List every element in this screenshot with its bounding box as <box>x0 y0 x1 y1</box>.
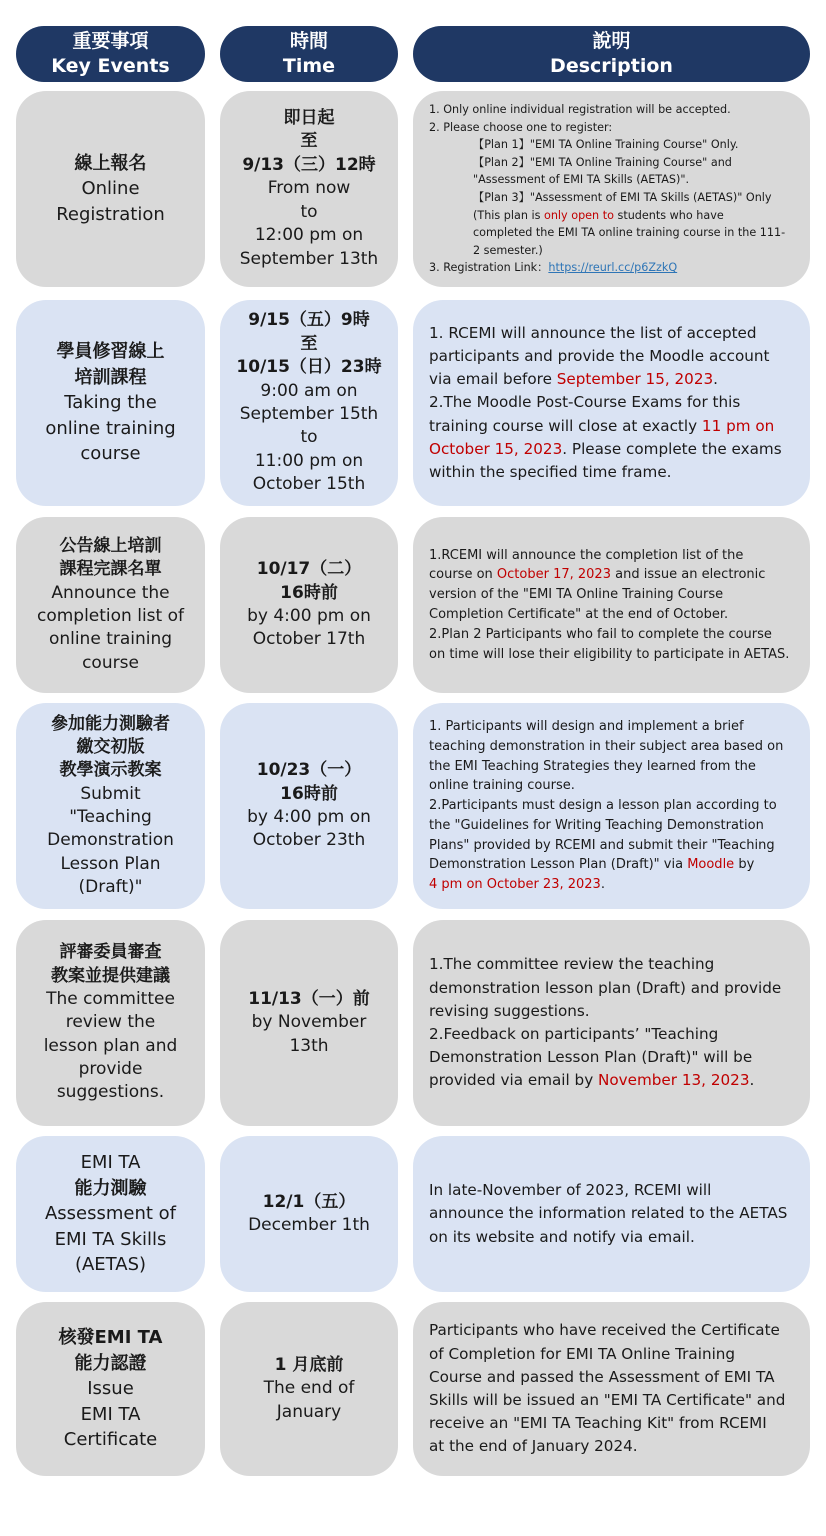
time-line: 9/13（三）12時 <box>242 154 376 175</box>
time-line: 10/17（二） <box>256 559 362 580</box>
time-line: 至 <box>300 333 318 354</box>
description-line <box>429 207 724 225</box>
time-line: 即日起 <box>283 108 335 129</box>
description-line <box>429 259 677 277</box>
description-line <box>429 368 718 391</box>
description-text: by <box>734 857 755 873</box>
event-line: 線上報名 <box>74 152 147 174</box>
description-line: 2. Please choose one to register: <box>429 120 613 134</box>
description-line: the "Guidelines for Writing Teaching Demonstration <box>429 817 764 833</box>
time-line: 12/1（五） <box>262 1191 356 1212</box>
description-line: completed the EMI TA online training course in the 111- <box>473 226 786 240</box>
header-time <box>220 26 398 82</box>
description-text: via email before <box>429 370 557 389</box>
event-line: Submit <box>80 783 141 804</box>
time-line: December 1th <box>248 1215 370 1235</box>
description-line <box>429 855 754 875</box>
time-line: to <box>300 427 318 448</box>
description-text: . <box>749 1071 755 1090</box>
description-cell-training-course <box>413 300 810 506</box>
highlight-text: September 15, 2023 <box>556 370 714 389</box>
event-line: "Teaching <box>69 807 152 827</box>
header-description <box>413 26 810 82</box>
description-cell-committee-review <box>413 920 810 1126</box>
header-time-zh: 時間 <box>289 30 328 52</box>
time-line: 10/15（日）23時 <box>236 357 382 378</box>
description-line: participants and provide the Moodle account <box>429 346 770 365</box>
event-line: Registration <box>56 203 165 225</box>
time-line: September 15th <box>239 404 379 424</box>
description-line: 2.Feedback on participants’ "Teaching <box>429 1025 719 1043</box>
description-text: . <box>600 877 605 893</box>
time-line: 11:00 pm on <box>254 450 364 471</box>
description-text: (This plan is <box>473 208 544 222</box>
description-cell-submit-lesson-plan <box>413 703 810 909</box>
event-line: Assessment of <box>44 1203 177 1225</box>
event-line: Online <box>81 178 140 200</box>
description-text: provided via email by <box>429 1071 599 1090</box>
description-line <box>429 415 774 438</box>
time-line: 16時前 <box>280 582 338 603</box>
description-text: course on <box>429 567 497 583</box>
event-line: 學員修習線上 <box>56 341 165 363</box>
time-line: 9/15（五）9時 <box>248 310 370 331</box>
time-cell-aetas <box>220 1136 398 1292</box>
time-line: October 15th <box>252 474 366 495</box>
time-cell-issue-certificate <box>220 1302 398 1476</box>
description-line <box>429 875 605 895</box>
highlight-text: 4 pm on October 23, 2023 <box>429 877 601 893</box>
event-line: EMI TA Skills <box>54 1228 167 1250</box>
event-line: EMI TA <box>80 1403 141 1425</box>
event-line: 核發EMI TA <box>58 1327 163 1349</box>
highlight-text: 11 pm on <box>701 416 775 435</box>
time-line: October 23th <box>252 830 366 851</box>
description-line: 1.RCEMI will announce the completion list of the <box>429 547 744 563</box>
event-line: lesson plan and <box>43 1035 178 1056</box>
event-cell-completion-list <box>16 517 205 693</box>
header-description-en: Description <box>550 55 673 77</box>
description-line: 【Plan 1】"EMI TA Online Training Course" Only. <box>473 138 739 152</box>
description-line: receive an "EMI TA Teaching Kit" from RCEMI <box>429 1414 767 1433</box>
description-cell-completion-list <box>413 517 810 693</box>
description-line: 1. Participants will design and implement a brief <box>429 718 744 734</box>
header-events-zh: 重要事項 <box>72 30 149 52</box>
time-line: October 17th <box>252 629 366 650</box>
time-cell-submit-lesson-plan <box>220 703 398 909</box>
event-cell-online-registration <box>16 91 205 287</box>
event-line: Announce the <box>51 582 170 603</box>
description-line: 1. RCEMI will announce the list of accepted <box>429 323 757 342</box>
event-line: review the <box>65 1012 156 1033</box>
time-line: 至 <box>300 131 318 152</box>
description-cell-online-registration <box>413 91 810 287</box>
time-cell-training-course <box>220 300 398 506</box>
event-line: 教學演示教案 <box>59 760 162 781</box>
time-line: by 4:00 pm on <box>247 606 371 626</box>
highlight-text: November 13, 2023 <box>598 1071 750 1090</box>
event-line: online training <box>45 417 176 439</box>
description-line: demonstration lesson plan (Draft) and provide <box>429 978 782 997</box>
time-line: January <box>276 1401 342 1422</box>
description-line: within the specified time frame. <box>429 463 672 481</box>
description-line: 1. Only online individual registration will be accepted. <box>429 103 731 117</box>
event-line: online training <box>48 629 173 650</box>
time-cell-online-registration <box>220 91 398 287</box>
event-cell-submit-lesson-plan <box>16 703 205 909</box>
description-cell-issue-certificate <box>413 1302 810 1476</box>
description-text: . Please complete the exams <box>562 439 782 458</box>
registration-link[interactable]: https://reurl.cc/p6ZzkQ <box>548 261 678 275</box>
description-line: of Completion for EMI TA Online Training <box>429 1344 736 1363</box>
event-line: course <box>82 652 139 673</box>
description-line: Plans" provided by RCEMI and submit their "Teaching <box>429 837 775 853</box>
description-line: 【Plan 2】"EMI TA Online Training Course" and <box>473 155 732 169</box>
description-line: revising suggestions. <box>429 1001 590 1020</box>
event-line: 參加能力測驗者 <box>51 713 170 734</box>
description-text: and issue an electronic <box>610 567 766 583</box>
description-line: at the end of January 2024. <box>429 1437 638 1456</box>
time-line: 9:00 am on <box>260 380 358 401</box>
description-line: on its website and notify via email. <box>429 1227 695 1246</box>
description-text: students who have <box>613 208 724 222</box>
description-line: Completion Certificate" at the end of October. <box>429 607 729 622</box>
event-line: Certificate <box>63 1429 158 1451</box>
header-events-en: Key Events <box>51 55 170 77</box>
description-line: In late-November of 2023, RCEMI will <box>429 1181 712 1200</box>
description-line: 2 semester.) <box>473 243 543 257</box>
event-line: Demonstration <box>47 830 174 851</box>
time-line: 16時前 <box>280 783 338 804</box>
event-line: course <box>80 443 141 465</box>
highlight-text: October 17, 2023 <box>496 567 611 583</box>
event-line: provide <box>78 1058 143 1079</box>
time-line: 10/23（一） <box>256 760 362 781</box>
description-text: 3. Registration Link： <box>429 261 549 275</box>
header-time-en: Time <box>282 55 336 77</box>
time-line: by 4:00 pm on <box>247 807 371 827</box>
description-text: Demonstration Lesson Plan (Draft)" via <box>429 857 688 873</box>
description-line: on time will lose their eligibility to participate in AETAS. <box>429 646 790 662</box>
header-description-zh: 說明 <box>592 30 631 52</box>
highlight-text: only open to <box>544 208 614 222</box>
description-line: Demonstration Lesson Plan (Draft)" will be <box>429 1048 753 1067</box>
description-line: the EMI Teaching Strategies they learned from the <box>429 758 756 774</box>
description-line: Course and passed the Assessment of EMI TA <box>429 1367 775 1386</box>
event-cell-committee-review <box>16 920 205 1126</box>
header-key-events <box>16 26 205 82</box>
description-line: 1.The committee review the teaching <box>429 955 715 974</box>
description-line: 2.Participants must design a lesson plan according to <box>429 798 777 814</box>
time-line: 11/13（一）前 <box>248 988 370 1009</box>
time-line: The end of <box>263 1378 355 1399</box>
description-line: version of the "EMI TA Online Training Course <box>429 587 724 603</box>
event-cell-issue-certificate <box>16 1302 205 1476</box>
description-line: 2.Plan 2 Participants who fail to complete the course <box>429 626 772 642</box>
time-cell-completion-list <box>220 517 398 693</box>
event-line: (AETAS) <box>74 1254 147 1276</box>
event-line: 培訓課程 <box>74 366 147 388</box>
event-line: Issue <box>87 1378 134 1400</box>
description-line: "Assessment of EMI TA Skills (AETAS)". <box>473 173 690 187</box>
description-line <box>429 438 782 461</box>
time-cell-committee-review <box>220 920 398 1126</box>
description-line: Participants who have received the Certificate <box>429 1321 780 1340</box>
time-line: From now <box>267 178 351 199</box>
description-text: training course will close at exactly <box>429 416 702 435</box>
description-line: announce the information related to the AETAS <box>429 1204 788 1223</box>
event-line: The committee <box>46 989 175 1010</box>
time-line: 12:00 pm on <box>254 225 364 246</box>
highlight-text: October 15, 2023 <box>429 439 563 458</box>
description-line <box>429 1069 754 1092</box>
description-line <box>429 565 765 585</box>
event-cell-aetas <box>16 1136 205 1292</box>
event-line: 評審委員審查 <box>59 942 162 963</box>
description-line: 2.The Moodle Post-Course Exams for this <box>429 393 741 412</box>
event-cell-training-course <box>16 300 205 506</box>
description-text: . <box>713 370 718 389</box>
time-line: 13th <box>289 1035 329 1056</box>
event-line: 能力認證 <box>74 1352 147 1374</box>
event-line: completion list of <box>36 606 184 626</box>
time-line: by November <box>251 1012 367 1033</box>
time-line: September 13th <box>239 248 379 269</box>
event-line: 能力測驗 <box>74 1177 147 1199</box>
event-line: Taking the <box>64 392 157 414</box>
description-line: 【Plan 3】"Assessment of EMI TA Skills (AETAS)" Only <box>473 191 772 204</box>
description-cell-aetas <box>413 1136 810 1292</box>
event-line: EMI TA <box>80 1152 141 1174</box>
event-line: 教案並提供建議 <box>51 965 170 986</box>
event-line: suggestions. <box>56 1082 165 1103</box>
event-line: 課程完課名單 <box>59 559 162 580</box>
highlight-text: Moodle <box>687 857 735 873</box>
event-line: (Draft)" <box>78 876 143 897</box>
description-line: Skills will be issued an "EMI TA Certificate" and <box>429 1391 786 1409</box>
event-line: 公告線上培訓 <box>59 536 162 557</box>
description-line: online training course. <box>429 778 575 794</box>
time-line: 1 月底前 <box>274 1354 344 1375</box>
event-line: 繳交初版 <box>76 737 145 758</box>
time-line: to <box>300 201 318 222</box>
description-line: teaching demonstration in their subject area based on <box>429 738 784 754</box>
event-line: Lesson Plan <box>60 853 161 874</box>
